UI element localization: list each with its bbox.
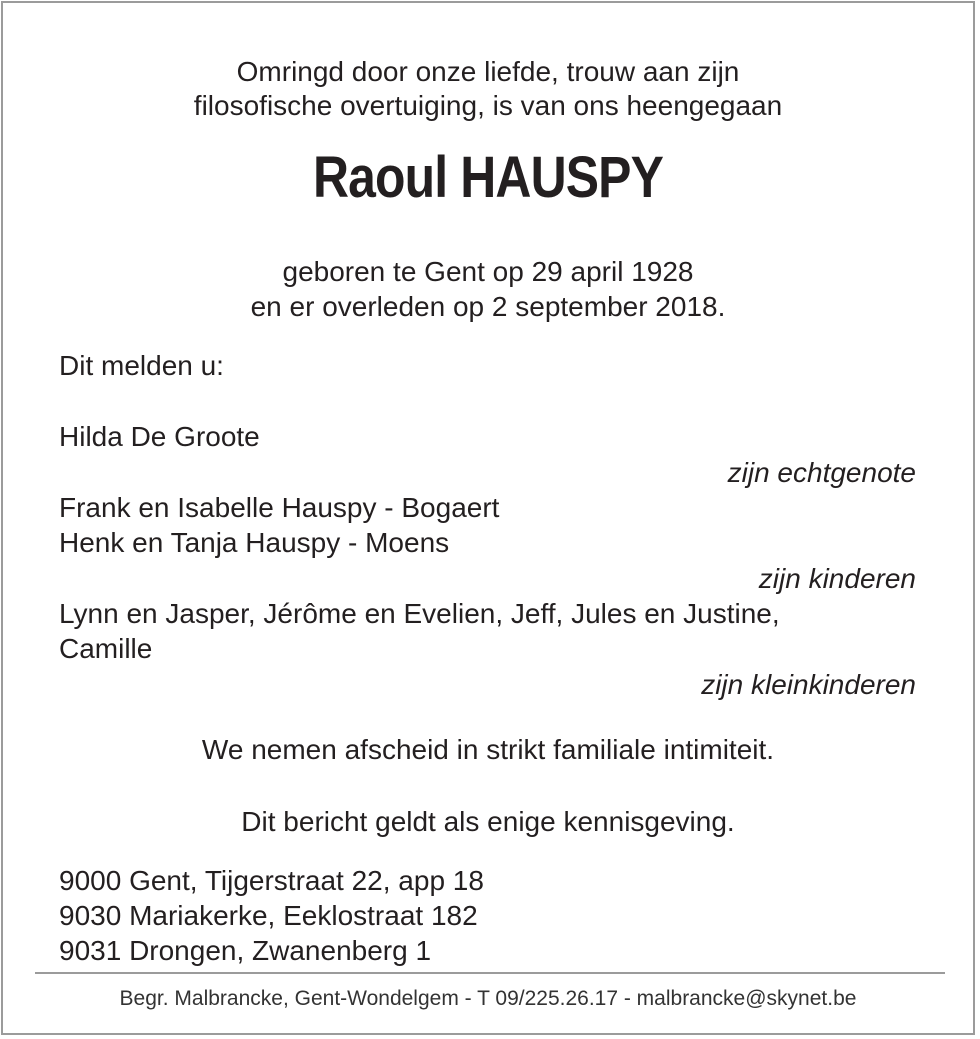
announce-label: Dit melden u: [59, 350, 224, 381]
grandchildren-line-1: Lynn en Jasper, Jérôme en Evelien, Jeff, Jules en Justine, [59, 598, 780, 629]
notice-text: Dit bericht geldt als enige kennisgeving. [241, 806, 735, 837]
footer-divider [35, 972, 945, 974]
intro-line-2: filosofische overtuiging, is van ons heengegaan [193, 90, 783, 121]
death-line: en er overleden op 2 september 2018. [250, 291, 726, 322]
address-line-3: 9031 Drongen, Zwanenberg 1 [59, 935, 432, 966]
children-role: zijn kinderen [758, 563, 916, 594]
address-line-1: 9000 Gent, Tijgerstraat 22, app 18 [59, 865, 484, 896]
intro-line-1: Omringd door onze liefde, trouw aan zijn [236, 56, 740, 87]
farewell-text: We nemen afscheid in strikt familiale intimiteit. [201, 734, 775, 765]
spouse-role: zijn echtgenote [727, 457, 916, 488]
child-line-1: Frank en Isabelle Hauspy - Bogaert [59, 492, 500, 523]
grandchildren-line-2: Camille [59, 633, 153, 664]
funeral-home-footer: Begr. Malbrancke, Gent-Wondelgem - T 09/225.26.17 - malbrancke@skynet.be [119, 987, 857, 1010]
grandchildren-role: zijn kleinkinderen [701, 669, 916, 700]
spouse-name: Hilda De Groote [59, 421, 260, 452]
deceased-name: Raoul HAUSPY [313, 145, 663, 210]
child-line-2: Henk en Tanja Hauspy - Moens [59, 527, 450, 558]
address-line-2: 9030 Mariakerke, Eeklostraat 182 [59, 900, 478, 931]
birth-line: geboren te Gent op 29 april 1928 [282, 256, 694, 287]
